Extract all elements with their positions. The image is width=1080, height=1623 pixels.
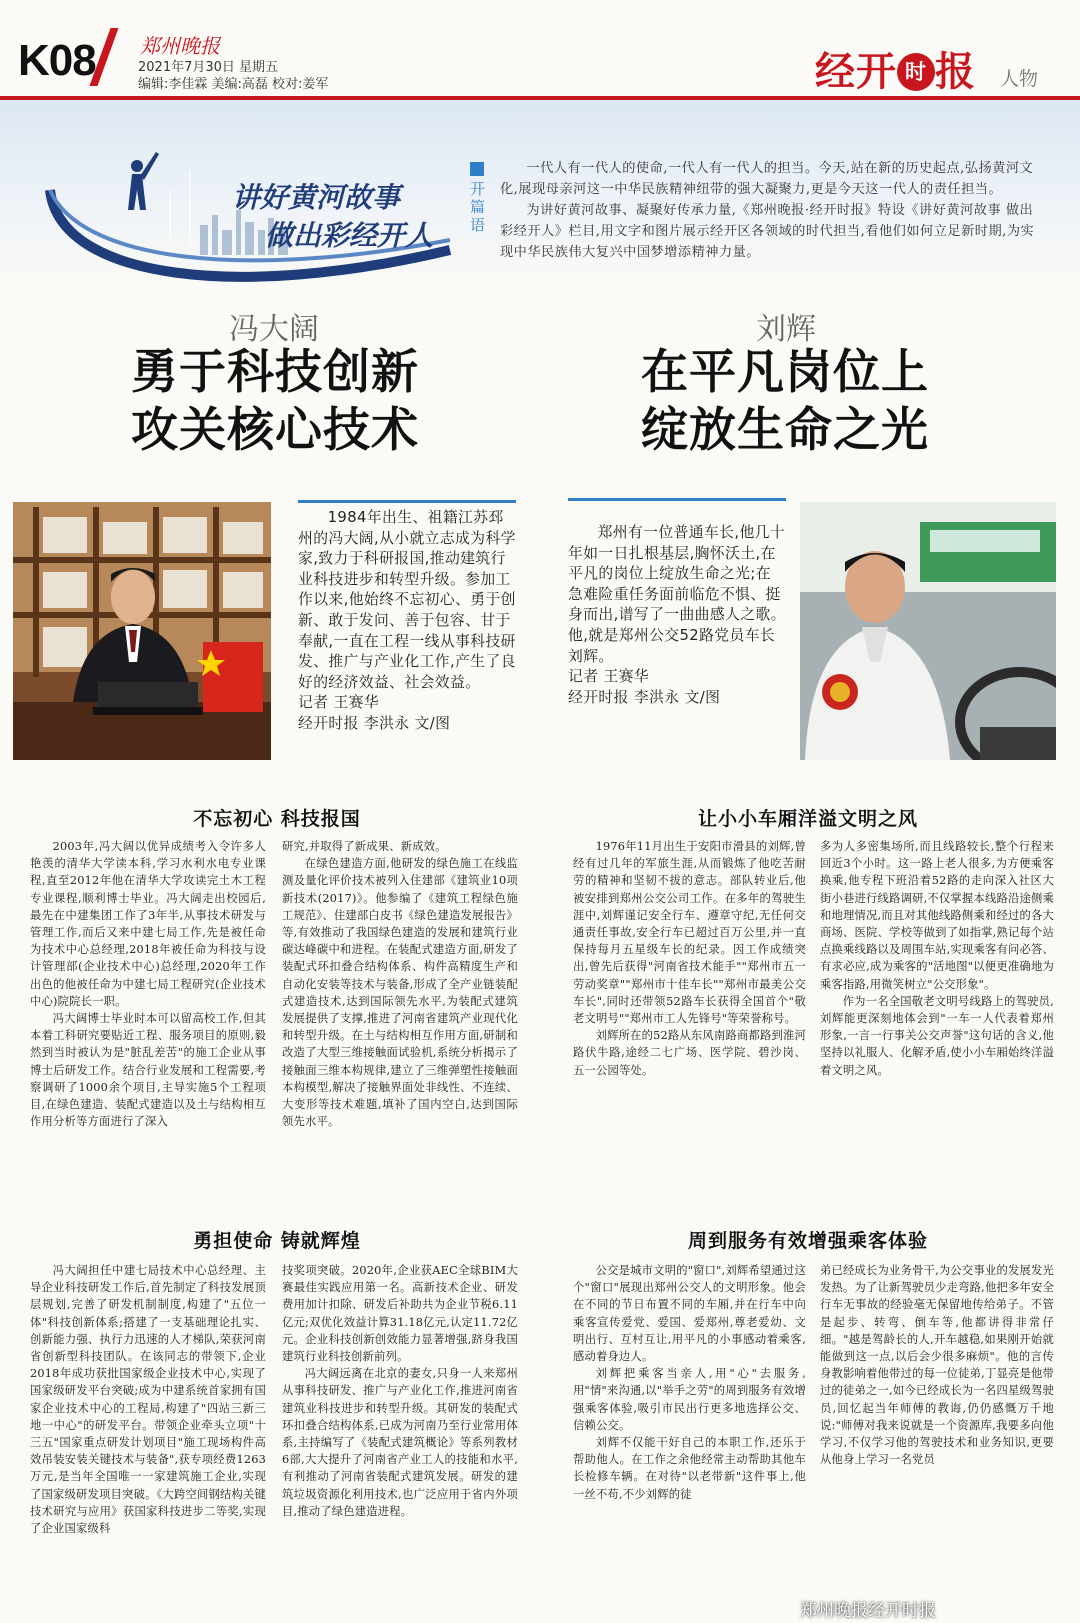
banner-title-line2: 做出彩经开人 [265, 219, 434, 252]
body-paragraph: 公交是城市文明的"窗口",刘辉希望通过这个"窗口"展现出郑州公交人的文明形象。他会在不同的节日布置不同的车厢,并在行车中向乘客宣传爱党、爱国、爱郑州,尊老爱幼、文明出行、互村互让,用平凡的小事感动着乘客,感动着身边人。 [573, 1264, 806, 1364]
left-headline [15, 344, 535, 460]
liu-hui-photo [800, 502, 1056, 760]
page-number: K08 [18, 36, 96, 85]
right-s2-column-2 [820, 1262, 1054, 1468]
brand-part-a: 经开 [815, 49, 897, 95]
kaipian-paragraph: 一代人有一代人的使命,一代人有一代人的担当。今天,站在新的历史起点,弘扬黄河文化,展现母亲河这一中华民族精神纽带的强大凝聚力,更是今天这一代人的责任担当。 [500, 161, 1034, 197]
body-paragraph: 刘辉所在的52路从东风南路商都路到淮河路伏牛路,途经二七广场、医学院、碧沙岗、五一公园等处。 [573, 1029, 806, 1077]
body-paragraph: 刘辉不仅能干好自己的本职工作,还乐于帮助他人。在工作之余他经常主动帮助其他车长检修车辆。在对待"以老带新"这件事上,他一丝不苟,不少刘辉的徒 [573, 1436, 806, 1501]
left-intro-text: 1984年出生、祖籍江苏邳州的冯大阔,从小就立志成为科学家,致力于科研报国,推动建筑行业科技进步和转型升级。参加工作以来,他始终不忘初心、勇于创新、敢于发问、善于包容、甘于奉献,一直在工程一线从事科技研发、推广与产业化工作,产生了良好的经济效益、社会效益。 [298, 509, 516, 691]
issue-date: 2021年7月30日 星期五 [138, 60, 279, 75]
editor-credits: 编辑:李佳霖 美编:高磊 校对:姜军 [138, 77, 329, 92]
body-paragraph: 2003年,冯大阔以优异成绩考入令许多人艳羡的清华大学读本科,学习水利水电专业课程,直至2012年他在清华大学攻读完土木工程专业课程,顺利博士毕业。冯大阔走出校园后,最先在中建集团工作了3年半,从事技术研发与管理工作,而后又来中建七局工作,先是被任命为技术中心总经理,2018年被任命为科技与设计管理部(企业技术中心)总经理,2020年工作出色的他被任命为中建七局工程研究(企业技术中心)院院长一职。 [30, 840, 266, 1008]
left-headline-line2: 攻关核心技术 [131, 403, 419, 458]
body-paragraph: 冯大阔博士毕业时本可以留高校工作,但其本着工科研究要贴近工程、服务项目的原则,毅然到当时被认为是"脏乱差苦"的施工企业从事博士后研发工作。结合行业发展和工程需要,考察调研了1000余个项目,主导实施5个工程项目,在绿色建造、装配式建造以及土与结构相互作用分析等方面进行了深入 [30, 1012, 266, 1129]
body-paragraph: 弟已经成长为业务骨干,为公交事业的发展发光发热。为了让新驾驶员少走弯路,他把多年安全行车无事故的经验毫无保留地传给弟子。不管是起步、转弯、倒车等,他都讲得非常仔细。"越是驾龄长的人,开车越稳,如果刚开始就能做到这一点,以后会少很多麻烦"。他的言传身教影响着他带过的每一位徒弟,丁显亮是他带过的徒弟之一,如今已经成长为一名四星级驾驶员,回忆起当年师傅的教诲,仍仍感慨万千地说:"师傅对我来说就是一个资源库,我要多向他学习,不仅学习他的驾驶技术和业务知识,更要从他身上学习一名党员 [820, 1264, 1054, 1467]
body-paragraph: 刘辉把乘客当亲人,用"心"去服务,用"情"来沟通,以"举手之劳"的周到服务有效增强乘客体验,吸引市民出行更多地选择公交、信赖公交。 [573, 1367, 806, 1432]
left-section-heading-2: 勇担使命 铸就辉煌 [193, 1230, 361, 1252]
newspaper-logo: 郑州晚报 [140, 34, 220, 58]
left-s2-column-1 [30, 1262, 266, 1537]
left-headline-line1: 勇于科技创新 [131, 345, 419, 400]
section-label: 人物 [1000, 68, 1039, 90]
brand-part-b: 报 [935, 49, 976, 95]
body-paragraph: 在绿色建造方面,他研发的绿色施工在线监测及量化评价技术被列入住建部《建筑业10项新技术(2017)》。他参编了《建筑工程绿色施工规范》、住建部白皮书《绿色建造发展报告》等,有效推动了我国绿色建造的发展和建筑行业碳达峰碳中和进程。在装配式建造方面,研发了装配式环扣叠合结构体系、构件高精度生产和自动化安装等技术与装备,形成了全产业链装配式建造技术,达到国际领先水平,为装配式建筑发展提供了支撑,推进了河南省建筑产业现代化和转型升级。在土与结构相互作用方面,研制和改造了大型三维接触面试验机,系统分析揭示了接触面三维本构规律,建立了三维弹塑性接触面本构模型,解决了接触界面处非线性、不连续、大变形等技术难题,填补了国内空白,达到国际领先水平。 [282, 857, 518, 1129]
left-s1-column-1 [30, 838, 266, 1130]
right-intro-rule [568, 498, 786, 501]
left-s1-column-2 [282, 838, 518, 1130]
right-s1-column-2 [820, 838, 1054, 1079]
right-byline-credit: 经开时报 李洪永 文/图 [568, 688, 721, 706]
body-paragraph: 多为人多密集场所,而且线路较长,整个行程来回近3个小时。这一路上老人很多,为方便乘客换乘,他专程下班沿着52路的走向深入社区大街小巷进行线路调研,不仅掌握本线路沿途侧乘和地理情况,而且对其他线路侧乘和经过的各大商场、医院、学校等做到了如指掌,熟记每个站点换乘线路以及周围车站,实现乘客有问必答、有求必应,成为乘客的"活地图"以便更准确地为乘客指路,用微笑树立"公交形象"。 [820, 840, 1054, 991]
kaipian-paragraph: 为讲好黄河故事、凝聚好传承力量,《郑州晚报·经开时报》特设《讲好黄河故事 做出彩经开人》栏目,用文字和图片展示经开区各领域的时代担当,看他们如何立足新时期,为实现中华民族伟大复兴中国梦增添精神力量。 [500, 203, 1035, 260]
body-paragraph: 研究,并取得了新成果、新成效。 [282, 840, 447, 853]
right-s2-column-1 [573, 1262, 806, 1503]
kaipian-label: 开篇语 [470, 180, 486, 234]
body-paragraph: 作为一名全国敬老文明号线路上的驾驶员,刘辉能更深刻地体会到"一车一人代表着郑州形象,一言一行事关公交声誉"这句话的含义,他坚持以礼服人、化解矛盾,使小小车厢始终洋溢着文明之风。 [820, 994, 1054, 1077]
right-intro-text: 郑州有一位普通车长,他几十年如一日扎根基层,胸怀沃土,在平凡的岗位上绽放生命之光;在急难险重任务面前临危不惧、挺身而出,谱写了一曲曲感人之歌。他,就是郑州公交52路党员车长刘辉。 [568, 524, 786, 665]
left-byline-credit: 经开时报 李洪永 文/图 [298, 714, 451, 732]
feng-daguo-photo [13, 502, 271, 760]
right-byline-reporter: 记者 王赛华 [568, 668, 650, 686]
right-s1-column-1 [573, 838, 806, 1079]
body-paragraph: 冯大阔远离在北京的妻女,只身一人来郑州从事科技研发、推广与产业化工作,推进河南省建筑业科技进步和转型升级。其研发的装配式环扣叠合结构体系,已成为河南乃至行业常用体系,主持编写了《装配式建筑概论》等系列教材6部,大大提升了河南省产业工人的技能和水平,有利推动了河南省装配式建筑发展。研发的建筑垃圾资源化利用技术,也广泛应用于省内外项目,推动了绿色建造进程。 [282, 1367, 518, 1518]
banner-title-line1: 讲好黄河故事 [232, 181, 401, 214]
right-person-name: 刘辉 [756, 312, 816, 347]
brand-circle: 时 [897, 53, 935, 91]
body-paragraph: 冯大阔担任中建七局技术中心总经理、主导企业科技研发工作后,首先制定了科技发展顶层规划,完善了研发机制制度,构建了"五位一体"科技创新体系;搭建了一支基础理论扎实、创新能力强、执行力迅速的人才梯队,荣获河南省创新型科技团队。在该同志的带领下,企业2018年成功获批国家级企业技术中心,实现了国家级研发平台突破;成为中建系统首家拥有国家企业技术中心的工程局,构建了"四站三新三地一中心"的研发平台。带领企业牵头立项"十三五"国家重点研发计划项目"施工现场构件高效吊装安装关键技术与装备",获专项经费1263万元,是当年全国唯一一家建筑施工企业,实现了国家级研发项目突破。《大跨空间钢结构关键技术研究与应用》获国家科技进步二等奖,实现了企业国家级科 [30, 1264, 266, 1536]
kaipian-marker [470, 162, 484, 176]
right-section-heading-2: 周到服务有效增强乘客体验 [687, 1230, 928, 1252]
left-section-heading-1: 不忘初心 科技报国 [193, 808, 361, 830]
left-byline-reporter: 记者 王赛华 [298, 694, 380, 712]
source-watermark: 郑州晚报经开时报 [800, 1601, 936, 1621]
body-paragraph: 技奖项突破。2020年,企业获AEC全球BIM大赛最佳实践应用第一名。高新技术企业、研发费用加计扣除、研发后补助共为企业节税6.11亿元;双优化效益计算31.18亿元,认定11.72亿元。企业科技创新创效能力显著增强,跻身我国建筑行业科技创新前列。 [282, 1264, 518, 1364]
right-intro [568, 523, 786, 708]
left-intro [298, 508, 516, 735]
right-headline-line2: 绽放生命之光 [641, 403, 929, 458]
right-section-heading-1: 让小小车厢洋溢文明之风 [697, 808, 918, 830]
body-paragraph: 1976年11月出生于安阳市滑县的刘辉,曾经有过几年的军旅生涯,从而锻炼了他吃苦耐劳的精神和坚韧不拔的意志。部队转业后,他被安排到郑州公交公司工作。在多年的驾驶生涯中,刘辉谨记安全行车、遵章守纪,无任何交通责任事故,安全行车已超过百万公里,并一直保持每月五星级车长的纪录。因工作成绩突出,曾先后获得"河南省技术能手""郑州市五一劳动奖章""郑州市十佳车长""郑州市最美公交车长",同时还带领52路车长获得全国首个"敬老文明号""郑州市工人先锋号"等荣誉称号。 [573, 840, 806, 1026]
left-intro-rule [298, 500, 516, 503]
section-brand [815, 40, 976, 97]
right-headline [525, 344, 1045, 460]
right-headline-line1: 在平凡岗位上 [641, 345, 929, 400]
left-person-name: 冯大阔 [229, 312, 319, 347]
left-s2-column-2 [282, 1262, 518, 1520]
kaipian-text [500, 158, 1038, 263]
